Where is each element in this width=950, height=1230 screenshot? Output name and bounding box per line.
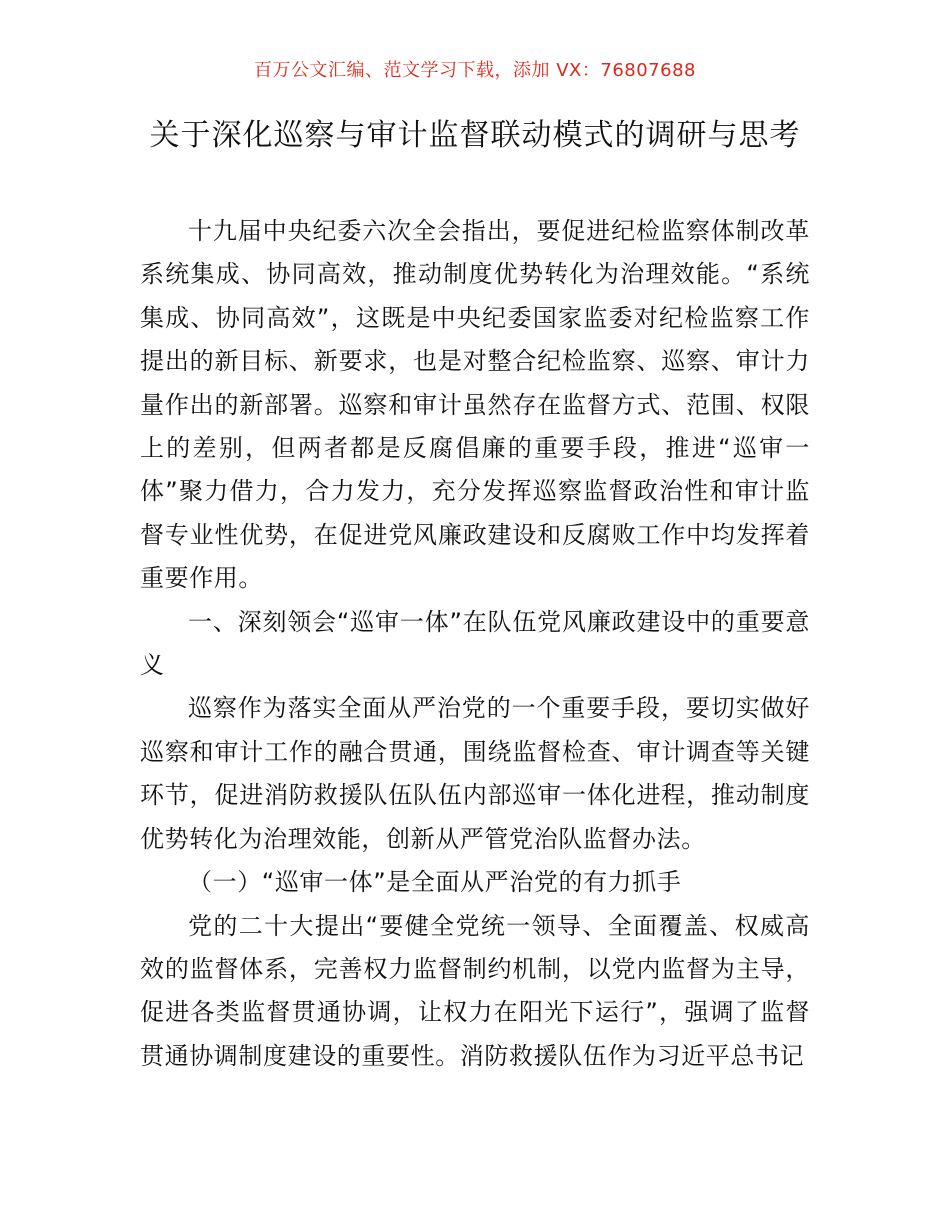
paragraph-section-1: 巡察作为落实全面从严治党的一个重要手段，要切实做好巡察和审计工作的融合贯通，围绕监督检查、审计调查等关键环节，促进消防救援队伍队伍内部巡审一体化进程，推动制度优势转化为治理效能，创新从严管党治队监督办法。 (140, 694, 810, 853)
document-title: 关于深化巡察与审计监督联动模式的调研与思考 (149, 118, 801, 153)
promo-header: 百万公文汇编、范文学习下载，添加 VX：76807688 (254, 60, 696, 81)
document-body (140, 210, 810, 1078)
section-heading-1: 一、深刻领会“巡审一体”在队伍党风廉政建设中的重要意义 (140, 607, 810, 680)
subsection-heading-1: （一）“巡审一体”是全面从严治党的有力抓手 (188, 868, 682, 897)
paragraph-intro: 十九届中央纪委六次全会指出，要促进纪检监察体制改革系统集成、协同高效，推动制度优势转化为治理效能。“系统集成、协同高效”，这既是中央纪委国家监委对纪检监察工作提出的新目标、新要求，也是对整合纪检监察、巡察、审计力量作出的新部署。巡察和审计虽然存在监督方式、范围、权限上的差别，但两者都是反腐倡廉的重要手段，推进“巡审一体”聚力借力，合力发力，充分发挥巡察监督政治性和审计监督专业性优势，在促进党风廉政建设和反腐败工作中均发挥着重要作用。 (140, 217, 810, 593)
paragraph-subsection-1: 党的二十大提出“要健全党统一领导、全面覆盖、权威高效的监督体系，完善权力监督制约机制，以党内监督为主导，促进各类监督贯通协调，让权力在阳光下运行”，强调了监督贯通协调制度建设的重要性。消防救援队伍作为习近平总书记 (140, 911, 810, 1070)
